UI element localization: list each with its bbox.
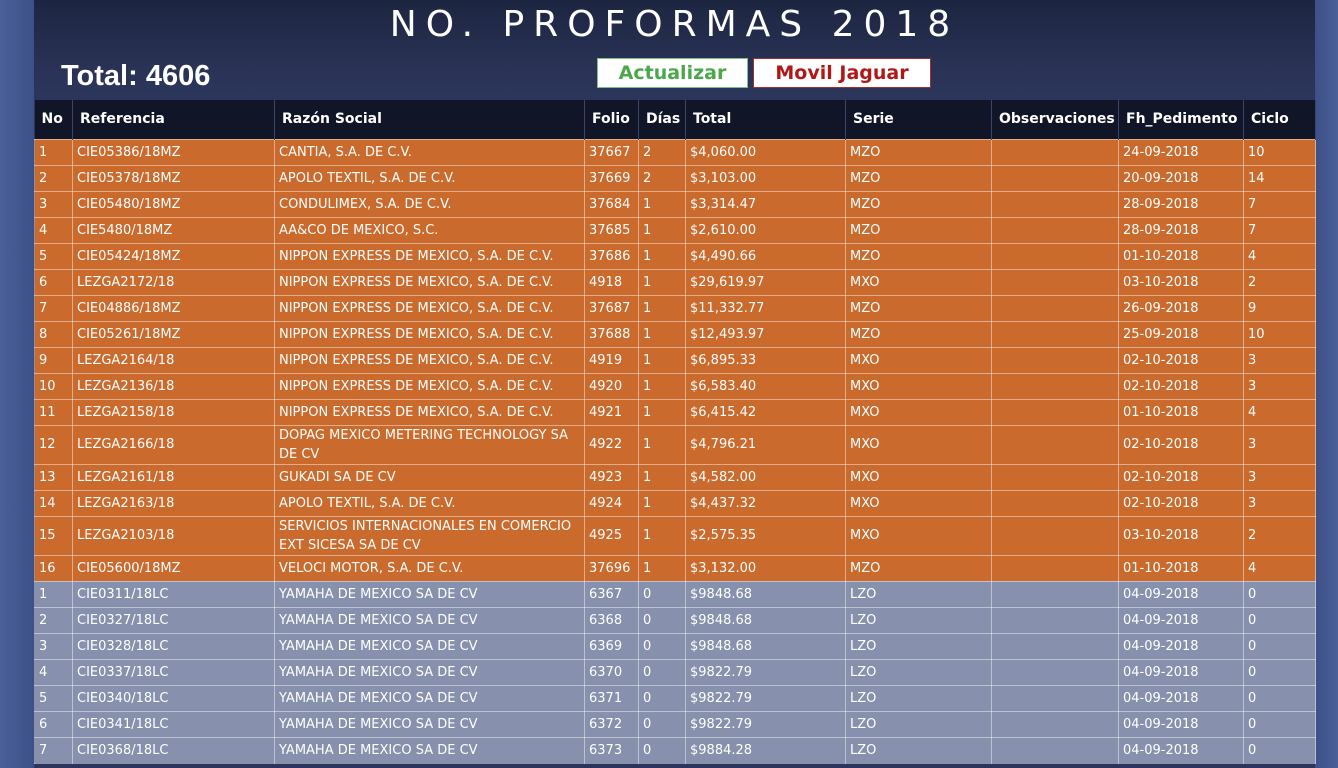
cell-referencia: LEZGA2166/18	[73, 425, 275, 464]
table-row[interactable]	[35, 490, 1316, 516]
cell-folio: 6373	[585, 737, 639, 763]
cell-observaciones	[992, 464, 1119, 490]
cell-observaciones	[992, 269, 1119, 295]
table-row[interactable]	[35, 633, 1316, 659]
cell-ciclo: 2	[1244, 269, 1316, 295]
cell-serie: MZO	[846, 139, 992, 165]
cell-total: $4,582.00	[686, 464, 846, 490]
cell-no: 4	[35, 659, 73, 685]
cell-referencia: CIE0328/18LC	[73, 633, 275, 659]
cell-ciclo: 10	[1244, 321, 1316, 347]
right-margin	[1315, 0, 1338, 768]
cell-dias: 1	[639, 464, 686, 490]
cell-folio: 37684	[585, 191, 639, 217]
cell-razon-social: VELOCI MOTOR, S.A. DE C.V.	[275, 555, 585, 581]
cell-fh-pedimento: 01-10-2018	[1119, 243, 1244, 269]
cell-fh-pedimento: 04-09-2018	[1119, 659, 1244, 685]
cell-fh-pedimento: 04-09-2018	[1119, 711, 1244, 737]
cell-observaciones	[992, 516, 1119, 555]
cell-referencia: LEZGA2164/18	[73, 347, 275, 373]
cell-dias: 1	[639, 425, 686, 464]
cell-no: 4	[35, 217, 73, 243]
cell-razon-social: AA&CO DE MEXICO, S.C.	[275, 217, 585, 243]
cell-razon-social: YAMAHA DE MEXICO SA DE CV	[275, 607, 585, 633]
cell-dias: 1	[639, 347, 686, 373]
cell-referencia: LEZGA2103/18	[73, 516, 275, 555]
cell-serie: MXO	[846, 269, 992, 295]
cell-serie: MXO	[846, 399, 992, 425]
table-row[interactable]	[35, 295, 1316, 321]
cell-referencia: LEZGA2163/18	[73, 490, 275, 516]
cell-fh-pedimento: 26-09-2018	[1119, 295, 1244, 321]
cell-no: 12	[35, 425, 73, 464]
cell-total: $4,490.66	[686, 243, 846, 269]
cell-referencia: LEZGA2136/18	[73, 373, 275, 399]
cell-dias: 1	[639, 321, 686, 347]
cell-dias: 1	[639, 516, 686, 555]
cell-referencia: CIE05386/18MZ	[73, 139, 275, 165]
cell-no: 2	[35, 607, 73, 633]
cell-serie: LZO	[846, 607, 992, 633]
cell-razon-social: DOPAG MEXICO METERING TECHNOLOGY SA DE CV	[275, 425, 585, 464]
cell-no: 1	[35, 581, 73, 607]
cell-ciclo: 3	[1244, 425, 1316, 464]
cell-fh-pedimento: 02-10-2018	[1119, 490, 1244, 516]
cell-folio: 4920	[585, 373, 639, 399]
table-row[interactable]	[35, 737, 1316, 763]
cell-folio: 37686	[585, 243, 639, 269]
cell-fh-pedimento: 02-10-2018	[1119, 464, 1244, 490]
cell-folio: 4919	[585, 347, 639, 373]
cell-observaciones	[992, 581, 1119, 607]
cell-dias: 1	[639, 243, 686, 269]
cell-no: 10	[35, 373, 73, 399]
cell-ciclo: 7	[1244, 191, 1316, 217]
cell-serie: LZO	[846, 737, 992, 763]
cell-folio: 6371	[585, 685, 639, 711]
cell-serie: MXO	[846, 490, 992, 516]
cell-observaciones	[992, 555, 1119, 581]
cell-no: 6	[35, 269, 73, 295]
cell-dias: 0	[639, 581, 686, 607]
cell-dias: 1	[639, 555, 686, 581]
cell-dias: 0	[639, 737, 686, 763]
cell-razon-social: NIPPON EXPRESS DE MEXICO, S.A. DE C.V.	[275, 399, 585, 425]
table-row[interactable]	[35, 139, 1316, 165]
cell-ciclo: 10	[1244, 139, 1316, 165]
cell-observaciones	[992, 425, 1119, 464]
cell-observaciones	[992, 217, 1119, 243]
cell-serie: MXO	[846, 464, 992, 490]
left-margin	[0, 0, 34, 768]
cell-referencia: LEZGA2172/18	[73, 269, 275, 295]
cell-no: 3	[35, 191, 73, 217]
cell-no: 5	[35, 685, 73, 711]
cell-serie: MXO	[846, 516, 992, 555]
cell-total: $9848.68	[686, 581, 846, 607]
cell-serie: MXO	[846, 425, 992, 464]
cell-razon-social: CANTIA, S.A. DE C.V.	[275, 139, 585, 165]
cell-razon-social: YAMAHA DE MEXICO SA DE CV	[275, 633, 585, 659]
table-row[interactable]	[35, 191, 1316, 217]
cell-razon-social: APOLO TEXTIL, S.A. DE C.V.	[275, 490, 585, 516]
cell-folio: 4923	[585, 464, 639, 490]
cell-no: 13	[35, 464, 73, 490]
cell-serie: LZO	[846, 581, 992, 607]
cell-fh-pedimento: 03-10-2018	[1119, 516, 1244, 555]
cell-dias: 2	[639, 139, 686, 165]
cell-no: 11	[35, 399, 73, 425]
cell-folio: 4918	[585, 269, 639, 295]
cell-no: 7	[35, 737, 73, 763]
cell-fh-pedimento: 02-10-2018	[1119, 347, 1244, 373]
table-row[interactable]	[35, 399, 1316, 425]
cell-dias: 1	[639, 399, 686, 425]
cell-observaciones	[992, 139, 1119, 165]
cell-referencia: CIE05261/18MZ	[73, 321, 275, 347]
cell-total: $4,796.21	[686, 425, 846, 464]
cell-total: $4,060.00	[686, 139, 846, 165]
actualizar-button[interactable]: Actualizar	[597, 58, 748, 88]
cell-ciclo: 14	[1244, 165, 1316, 191]
cell-no: 8	[35, 321, 73, 347]
cell-observaciones	[992, 399, 1119, 425]
cell-total: $9884.28	[686, 737, 846, 763]
cell-serie: MZO	[846, 191, 992, 217]
cell-fh-pedimento: 04-09-2018	[1119, 685, 1244, 711]
cell-total: $3,103.00	[686, 165, 846, 191]
cell-folio: 6369	[585, 633, 639, 659]
cell-observaciones	[992, 633, 1119, 659]
cell-fh-pedimento: 03-10-2018	[1119, 269, 1244, 295]
cell-no: 1	[35, 139, 73, 165]
cell-dias: 0	[639, 711, 686, 737]
cell-razon-social: NIPPON EXPRESS DE MEXICO, S.A. DE C.V.	[275, 321, 585, 347]
cell-dias: 0	[639, 659, 686, 685]
table-row[interactable]	[35, 425, 1316, 464]
cell-folio: 37687	[585, 295, 639, 321]
cell-serie: MZO	[846, 243, 992, 269]
cell-referencia: CIE0368/18LC	[73, 737, 275, 763]
table-row[interactable]	[35, 685, 1316, 711]
cell-serie: MZO	[846, 555, 992, 581]
table-row[interactable]	[35, 464, 1316, 490]
cell-no: 5	[35, 243, 73, 269]
table-row[interactable]	[35, 581, 1316, 607]
cell-razon-social: NIPPON EXPRESS DE MEXICO, S.A. DE C.V.	[275, 295, 585, 321]
cell-dias: 0	[639, 633, 686, 659]
cell-folio: 6370	[585, 659, 639, 685]
cell-serie: MZO	[846, 165, 992, 191]
col-header-no[interactable]: No	[35, 100, 73, 139]
cell-referencia: CIE0311/18LC	[73, 581, 275, 607]
cell-observaciones	[992, 607, 1119, 633]
cell-total: $11,332.77	[686, 295, 846, 321]
cell-razon-social: NIPPON EXPRESS DE MEXICO, S.A. DE C.V.	[275, 347, 585, 373]
cell-ciclo: 0	[1244, 607, 1316, 633]
cell-observaciones	[992, 243, 1119, 269]
cell-razon-social: YAMAHA DE MEXICO SA DE CV	[275, 737, 585, 763]
cell-observaciones	[992, 295, 1119, 321]
cell-dias: 1	[639, 295, 686, 321]
col-header-razon-social[interactable]: Razón Social	[275, 100, 585, 139]
cell-ciclo: 0	[1244, 659, 1316, 685]
table-row[interactable]	[35, 516, 1316, 555]
cell-fh-pedimento: 04-09-2018	[1119, 633, 1244, 659]
cell-total: $9822.79	[686, 685, 846, 711]
cell-ciclo: 0	[1244, 633, 1316, 659]
cell-folio: 6368	[585, 607, 639, 633]
cell-dias: 1	[639, 373, 686, 399]
cell-referencia: CIE0327/18LC	[73, 607, 275, 633]
cell-observaciones	[992, 711, 1119, 737]
cell-total: $9848.68	[686, 607, 846, 633]
table-row[interactable]	[35, 607, 1316, 633]
cell-razon-social: GUKADI SA DE CV	[275, 464, 585, 490]
col-header-observaciones[interactable]: Observaciones	[992, 100, 1119, 139]
cell-total: $6,583.40	[686, 373, 846, 399]
cell-ciclo: 9	[1244, 295, 1316, 321]
cell-referencia: CIE0340/18LC	[73, 685, 275, 711]
cell-fh-pedimento: 28-09-2018	[1119, 217, 1244, 243]
cell-ciclo: 0	[1244, 711, 1316, 737]
cell-total: $3,132.00	[686, 555, 846, 581]
cell-referencia: LEZGA2161/18	[73, 464, 275, 490]
cell-folio: 4922	[585, 425, 639, 464]
cell-no: 6	[35, 711, 73, 737]
cell-ciclo: 0	[1244, 581, 1316, 607]
cell-observaciones	[992, 165, 1119, 191]
cell-fh-pedimento: 04-09-2018	[1119, 737, 1244, 763]
cell-folio: 4921	[585, 399, 639, 425]
table-row[interactable]	[35, 555, 1316, 581]
cell-referencia: CIE5480/18MZ	[73, 217, 275, 243]
cell-dias: 0	[639, 607, 686, 633]
page-title: NO. PROFORMAS 2018	[389, 4, 960, 45]
cell-serie: MZO	[846, 295, 992, 321]
cell-folio: 37667	[585, 139, 639, 165]
cell-fh-pedimento: 25-09-2018	[1119, 321, 1244, 347]
cell-no: 2	[35, 165, 73, 191]
cell-razon-social: YAMAHA DE MEXICO SA DE CV	[275, 581, 585, 607]
cell-serie: LZO	[846, 633, 992, 659]
cell-folio: 6367	[585, 581, 639, 607]
col-header-dias[interactable]: Días	[639, 100, 686, 139]
cell-serie: MXO	[846, 347, 992, 373]
cell-dias: 1	[639, 191, 686, 217]
proformas-table	[34, 100, 1316, 764]
cell-no: 9	[35, 347, 73, 373]
cell-total: $9822.79	[686, 659, 846, 685]
cell-observaciones	[992, 191, 1119, 217]
cell-referencia: CIE05600/18MZ	[73, 555, 275, 581]
cell-folio: 4925	[585, 516, 639, 555]
cell-razon-social: NIPPON EXPRESS DE MEXICO, S.A. DE C.V.	[275, 373, 585, 399]
cell-fh-pedimento: 02-10-2018	[1119, 373, 1244, 399]
cell-razon-social: NIPPON EXPRESS DE MEXICO, S.A. DE C.V.	[275, 243, 585, 269]
total-count: Total: 4606	[61, 60, 211, 92]
cell-total: $6,895.33	[686, 347, 846, 373]
table-row[interactable]	[35, 165, 1316, 191]
cell-serie: MZO	[846, 321, 992, 347]
cell-folio: 6372	[585, 711, 639, 737]
cell-fh-pedimento: 24-09-2018	[1119, 139, 1244, 165]
cell-folio: 37688	[585, 321, 639, 347]
cell-referencia: CIE0337/18LC	[73, 659, 275, 685]
cell-no: 14	[35, 490, 73, 516]
movil-jaguar-button[interactable]: Movil Jaguar	[753, 58, 931, 88]
cell-total: $3,314.47	[686, 191, 846, 217]
cell-ciclo: 0	[1244, 737, 1316, 763]
cell-fh-pedimento: 20-09-2018	[1119, 165, 1244, 191]
cell-ciclo: 4	[1244, 555, 1316, 581]
cell-observaciones	[992, 490, 1119, 516]
cell-fh-pedimento: 02-10-2018	[1119, 425, 1244, 464]
col-header-referencia[interactable]: Referencia	[73, 100, 275, 139]
cell-fh-pedimento: 28-09-2018	[1119, 191, 1244, 217]
cell-observaciones	[992, 347, 1119, 373]
cell-total: $9822.79	[686, 711, 846, 737]
cell-serie: LZO	[846, 685, 992, 711]
cell-total: $2,575.35	[686, 516, 846, 555]
cell-dias: 2	[639, 165, 686, 191]
table-row[interactable]	[35, 269, 1316, 295]
cell-total: $29,619.97	[686, 269, 846, 295]
cell-dias: 1	[639, 269, 686, 295]
cell-referencia: LEZGA2158/18	[73, 399, 275, 425]
cell-observaciones	[992, 321, 1119, 347]
cell-ciclo: 3	[1244, 347, 1316, 373]
cell-razon-social: CONDULIMEX, S.A. DE C.V.	[275, 191, 585, 217]
cell-total: $12,493.97	[686, 321, 846, 347]
cell-observaciones	[992, 373, 1119, 399]
cell-razon-social: YAMAHA DE MEXICO SA DE CV	[275, 659, 585, 685]
cell-serie: MXO	[846, 373, 992, 399]
table-header	[35, 100, 1316, 139]
cell-referencia: CIE04886/18MZ	[73, 295, 275, 321]
cell-fh-pedimento: 04-09-2018	[1119, 607, 1244, 633]
cell-ciclo: 3	[1244, 373, 1316, 399]
cell-total: $2,610.00	[686, 217, 846, 243]
cell-serie: LZO	[846, 659, 992, 685]
cell-no: 3	[35, 633, 73, 659]
cell-ciclo: 7	[1244, 217, 1316, 243]
cell-no: 16	[35, 555, 73, 581]
cell-observaciones	[992, 659, 1119, 685]
cell-ciclo: 4	[1244, 399, 1316, 425]
cell-ciclo: 4	[1244, 243, 1316, 269]
cell-serie: LZO	[846, 711, 992, 737]
cell-no: 7	[35, 295, 73, 321]
cell-serie: MZO	[846, 217, 992, 243]
cell-razon-social: YAMAHA DE MEXICO SA DE CV	[275, 685, 585, 711]
table-row[interactable]	[35, 659, 1316, 685]
table-row[interactable]	[35, 321, 1316, 347]
cell-ciclo: 3	[1244, 464, 1316, 490]
table-row[interactable]	[35, 243, 1316, 269]
col-header-folio[interactable]: Folio	[585, 100, 639, 139]
col-header-fh-pedimento[interactable]: Fh_Pedimento	[1119, 100, 1244, 139]
cell-folio: 37696	[585, 555, 639, 581]
cell-razon-social: NIPPON EXPRESS DE MEXICO, S.A. DE C.V.	[275, 269, 585, 295]
cell-folio: 37685	[585, 217, 639, 243]
cell-ciclo: 0	[1244, 685, 1316, 711]
cell-razon-social: APOLO TEXTIL, S.A. DE C.V.	[275, 165, 585, 191]
table-row[interactable]	[35, 373, 1316, 399]
cell-referencia: CIE0341/18LC	[73, 711, 275, 737]
cell-razon-social: YAMAHA DE MEXICO SA DE CV	[275, 711, 585, 737]
cell-observaciones	[992, 737, 1119, 763]
cell-folio: 4924	[585, 490, 639, 516]
cell-no: 15	[35, 516, 73, 555]
cell-ciclo: 3	[1244, 490, 1316, 516]
cell-dias: 1	[639, 217, 686, 243]
cell-fh-pedimento: 01-10-2018	[1119, 399, 1244, 425]
cell-razon-social: SERVICIOS INTERNACIONALES EN COMERCIO EXT SICESA SA DE CV	[275, 516, 585, 555]
table-row[interactable]	[35, 217, 1316, 243]
cell-referencia: CIE05424/18MZ	[73, 243, 275, 269]
table-row[interactable]	[35, 347, 1316, 373]
cell-folio: 37669	[585, 165, 639, 191]
table-row[interactable]	[35, 711, 1316, 737]
col-header-total[interactable]: Total	[686, 100, 846, 139]
cell-total: $4,437.32	[686, 490, 846, 516]
cell-observaciones	[992, 685, 1119, 711]
cell-total: $9848.68	[686, 633, 846, 659]
cell-referencia: CIE05378/18MZ	[73, 165, 275, 191]
main-panel	[34, 0, 1315, 768]
cell-ciclo: 2	[1244, 516, 1316, 555]
cell-fh-pedimento: 01-10-2018	[1119, 555, 1244, 581]
col-header-serie[interactable]: Serie	[846, 100, 992, 139]
cell-referencia: CIE05480/18MZ	[73, 191, 275, 217]
cell-dias: 1	[639, 490, 686, 516]
cell-fh-pedimento: 04-09-2018	[1119, 581, 1244, 607]
cell-dias: 0	[639, 685, 686, 711]
cell-total: $6,415.42	[686, 399, 846, 425]
col-header-ciclo[interactable]: Ciclo	[1244, 100, 1316, 139]
